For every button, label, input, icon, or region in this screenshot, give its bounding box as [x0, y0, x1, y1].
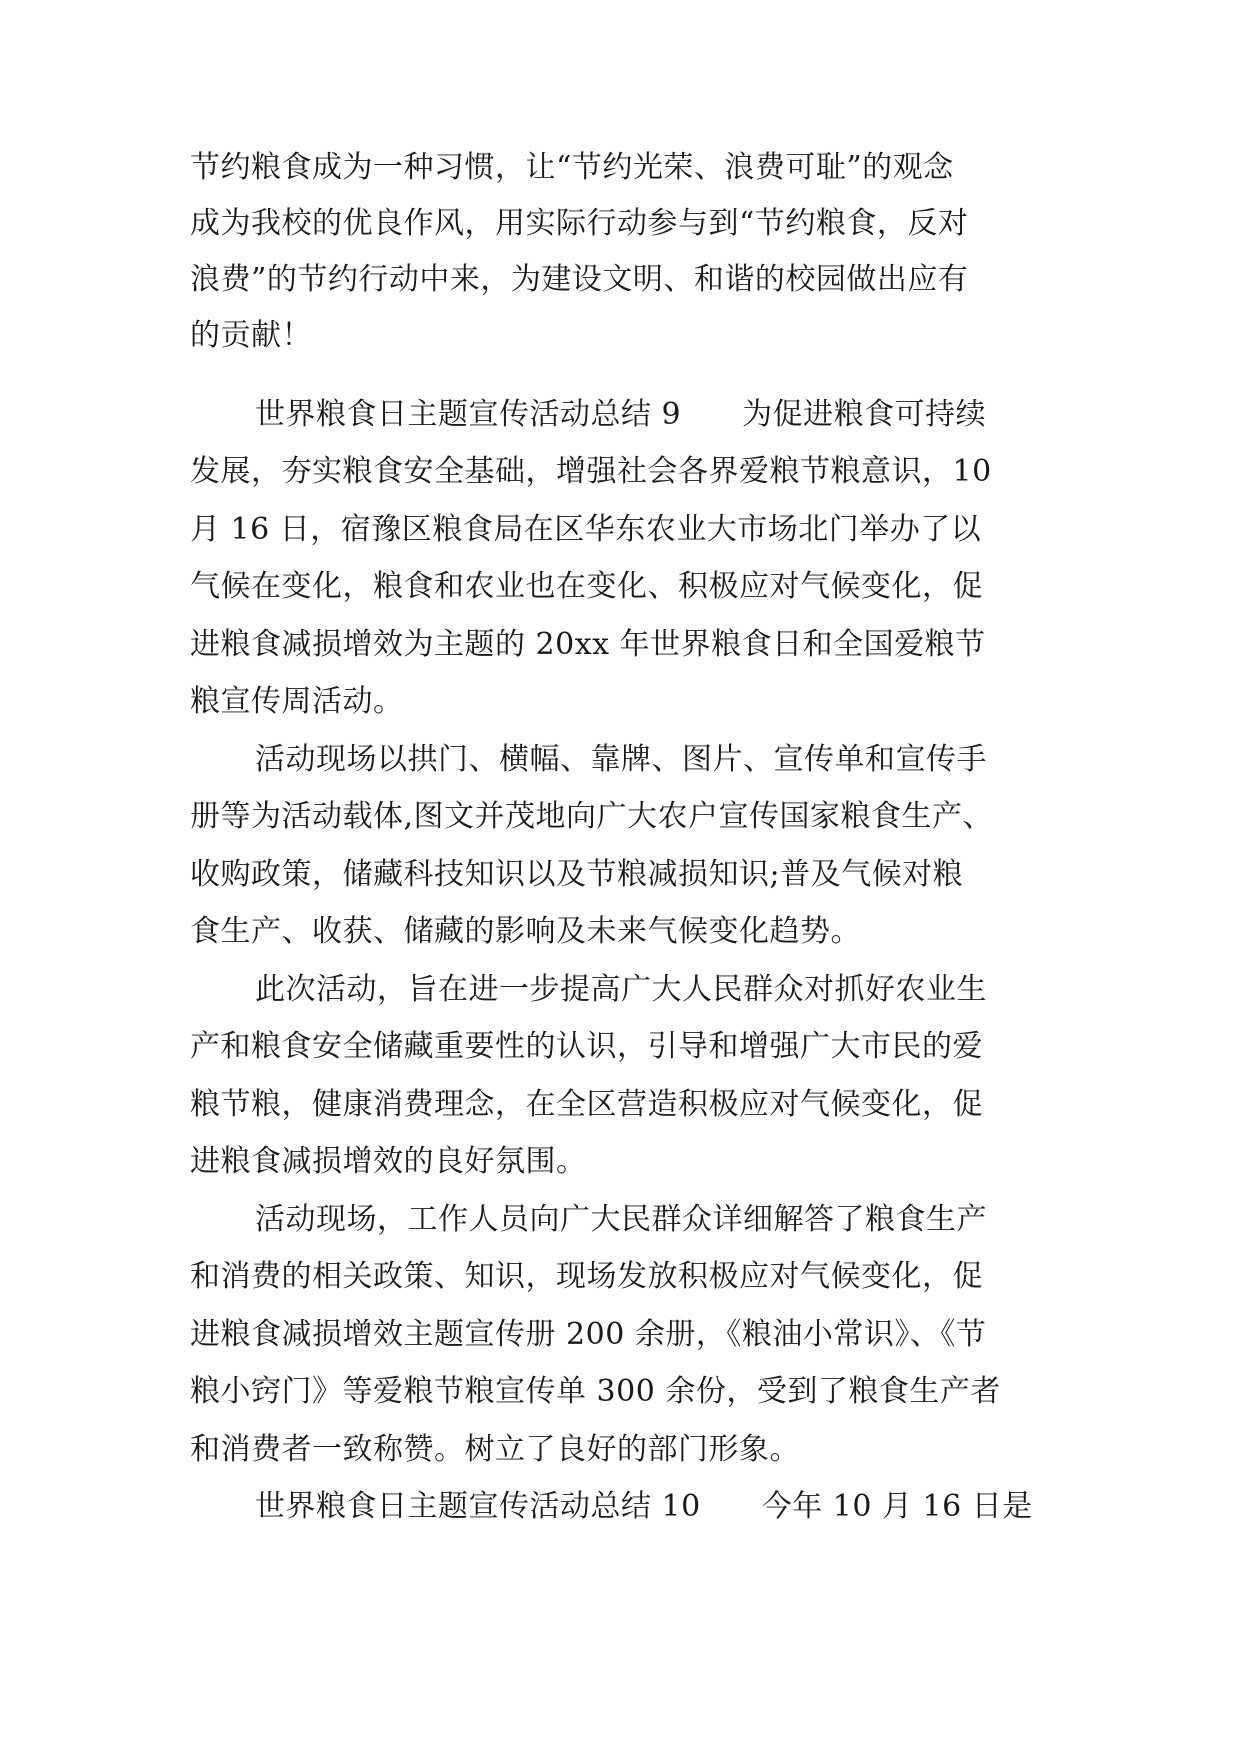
text-line: 食生产、收获、储藏的影响及未来气候变化趋势。 [190, 914, 861, 949]
text-line: 册等为活动载体,图文并茂地向广大农户宣传国家粮食生产、 [190, 799, 994, 834]
paragraph-start-line: 活动现场以拱门、横幅、靠牌、图片、宣传单和宣传手 [255, 742, 987, 777]
text-line: 粮小窍门》等爱粮节粮宣传单 300 余份，受到了粮食生产者 [190, 1374, 1001, 1409]
text-line: 月 16 日，宿豫区粮食局在区华东农业大市场北门举办了以 [190, 512, 982, 547]
paragraph-start-line: 活动现场，工作人员向广大民群众详细解答了粮食生产 [255, 1202, 987, 1237]
text-line: 和消费的相关政策、知识，现场发放积极应对气候变化，促 [190, 1259, 983, 1294]
text-line: 节约粮食成为一种习惯，让“节约光荣、浪费可耻”的观念 [190, 150, 954, 185]
section-heading-line: 世界粮食日主题宣传活动总结 10 今年 10 月 16 日是 [255, 1489, 1033, 1524]
text-line: 产和粮食安全储藏重要性的认识，引导和增强广大市民的爱 [190, 1029, 983, 1064]
section-heading-line: 世界粮食日主题宣传活动总结 9 为促进粮食可持续 [255, 397, 987, 432]
text-line: 进粮食减损增效主题宣传册 200 余册，《粮油小常识》、《节 [190, 1317, 987, 1352]
text-line: 成为我校的优良作风，用实际行动参与到“节约粮食，反对 [190, 206, 969, 241]
paragraph-start-line: 此次活动，旨在进一步提高广大人民群众对抓好农业生 [255, 972, 987, 1007]
text-line: 收购政策，储藏科技知识以及节粮减损知识;普及气候对粮 [190, 857, 964, 892]
text-line: 进粮食减损增效为主题的 20xx 年世界粮食日和全国爱粮节 [190, 627, 986, 662]
text-line: 粮节粮，健康消费理念，在全区营造积极应对气候变化，促 [190, 1087, 983, 1122]
text-line: 的贡献！ [190, 318, 312, 353]
text-line: 粮宣传周活动。 [190, 684, 404, 719]
text-line: 进粮食减损增效的良好氛围。 [190, 1144, 587, 1179]
text-line: 浪费”的节约行动中来，为建设文明、和谐的校园做出应有 [190, 262, 969, 297]
text-line: 气候在变化，粮食和农业也在变化、积极应对气候变化，促 [190, 569, 983, 604]
text-line: 发展，夯实粮食安全基础，增强社会各界爱粮节粮意识，10 [190, 454, 992, 489]
text-line: 和消费者一致称赞。树立了良好的部门形象。 [190, 1432, 800, 1467]
